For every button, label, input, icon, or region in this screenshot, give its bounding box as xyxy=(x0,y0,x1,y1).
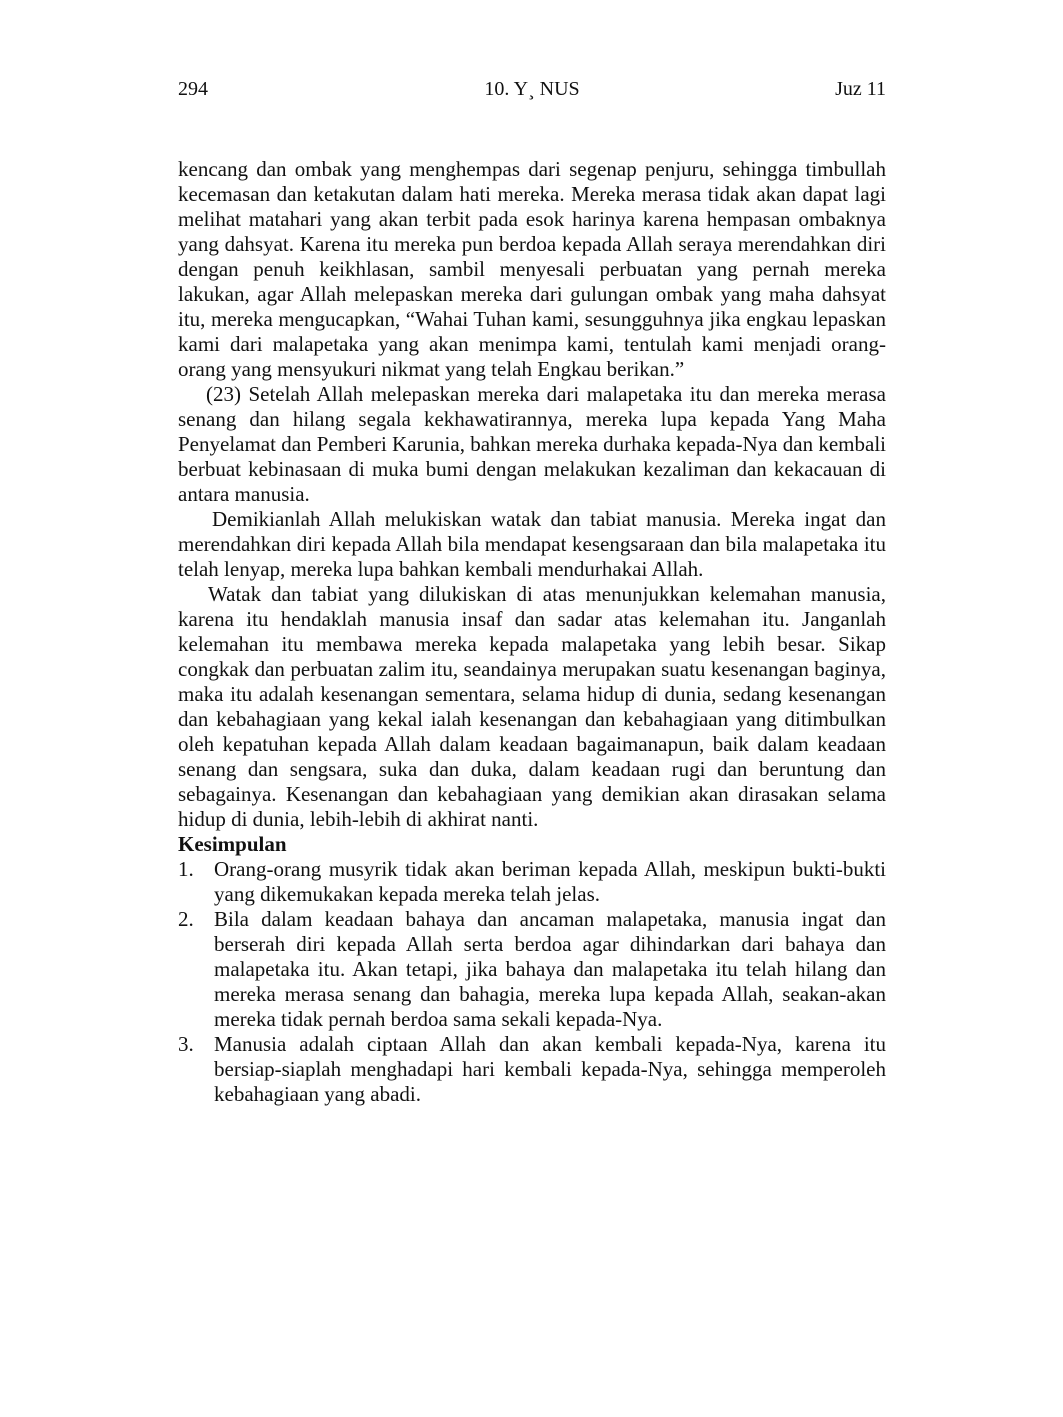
paragraph: Demikianlah Allah melukiskan watak dan tabiat manusia. Mereka ingat dan merendahkan diri kepada Allah bila mendapat kesengsaraan dan bila malapetaka itu telah lenyap, mereka lupa bahkan kembali mendurhakai Allah. xyxy=(178,507,886,581)
paragraph: Watak dan tabiat yang dilukiskan di atas menunjukkan kelemahan manusia, karena itu hendaklah manusia insaf dan sadar atas kelemahan itu. Janganlah kelemahan itu membawa mereka kepada malapetaka yang lebih besar. Sikap congkak dan perbuatan zalim itu, seandainya merupakan suatu kesenangan baginya, maka itu adalah kesenangan sementara, selama hidup di dunia, sedang kesenangan dan kebahagiaan yang kekal ialah kesenangan dan kebahagiaan yang ditimbulkan oleh kepatuhan kepada Allah dalam keadaan bagaimanapun, baik dalam keadaan senang dan sengsara, suka dan duka, dalam keadaan rugi dan beruntung dan sebagainya. Kesenangan dan kebahagiaan yang demikian akan dirasakan selama hidup di dunia, lebih-lebih di akhirat nanti. xyxy=(178,582,886,831)
list-number: 2. xyxy=(178,907,194,931)
list-text: Bila dalam keadaan bahaya dan ancaman malapetaka, manusia ingat dan berserah diri kepada Allah serta berdoa agar dihindarkan dari bahaya dan malapetaka itu. Akan tetapi, jika bahaya dan malapetaka itu telah hilang dan mereka merasa senang dan bahagia, mereka lupa kepada Allah, seakan-akan mereka tidak pernah berdoa sama sekali kepada-Nya. xyxy=(214,907,886,1031)
list-item xyxy=(178,857,886,907)
paragraph: kencang dan ombak yang menghempas dari segenap penjuru, sehingga timbullah kecemasan dan ketakutan dalam hati mereka. Mereka merasa tidak akan dapat lagi melihat matahari yang akan terbit pada esok harinya karena hempasan ombaknya yang dahsyat. Karena itu mereka pun berdoa kepada Allah seraya merendahkan diri dengan penuh keikhlasan, sambil menyesali perbuatan yang pernah mereka lakukan, agar Allah melepaskan mereka dari gulungan ombak yang maha dahsyat itu, mereka mengucapkan, “Wahai Tuhan kami, sesungguhnya jika engkau lepaskan kami dari malapetaka yang akan menimpa kami, tentulah kami menjadi orang-orang yang mensyukuri nikmat yang telah Engkau berikan.” xyxy=(178,157,886,381)
list-item xyxy=(178,1032,886,1107)
list-text: Manusia adalah ciptaan Allah dan akan kembali kepada-Nya, karena itu bersiap-siaplah menghadapi hari kembali kepada-Nya, sehingga memperoleh kebahagiaan yang abadi. xyxy=(214,1032,886,1106)
juz-label: Juz 11 xyxy=(835,78,886,100)
page-number: 294 xyxy=(178,78,208,100)
list-item xyxy=(178,907,886,1032)
page-header xyxy=(178,74,886,104)
list-number: 3. xyxy=(178,1032,194,1056)
list-text: Orang-orang musyrik tidak akan beriman kepada Allah, meskipun bukti-bukti yang dikemukakan kepada mereka telah jelas. xyxy=(214,857,886,906)
conclusion-list xyxy=(178,857,886,1107)
chapter-title: 10. Y¸ NUS xyxy=(484,78,580,100)
paragraph: (23) Setelah Allah melepaskan mereka dari malapetaka itu dan mereka merasa senang dan hilang segala kekhawatirannya, mereka lupa kepada Yang Maha Penyelamat dan Pemberi Karunia, bahkan mereka durhaka kepada-Nya dan kembali berbuat kebinasaan di muka bumi dengan melakukan kezaliman dan kekacauan di antara manusia. xyxy=(178,382,886,506)
page-body xyxy=(178,157,886,1107)
section-heading: Kesimpulan xyxy=(178,832,287,856)
list-number: 1. xyxy=(178,857,194,881)
